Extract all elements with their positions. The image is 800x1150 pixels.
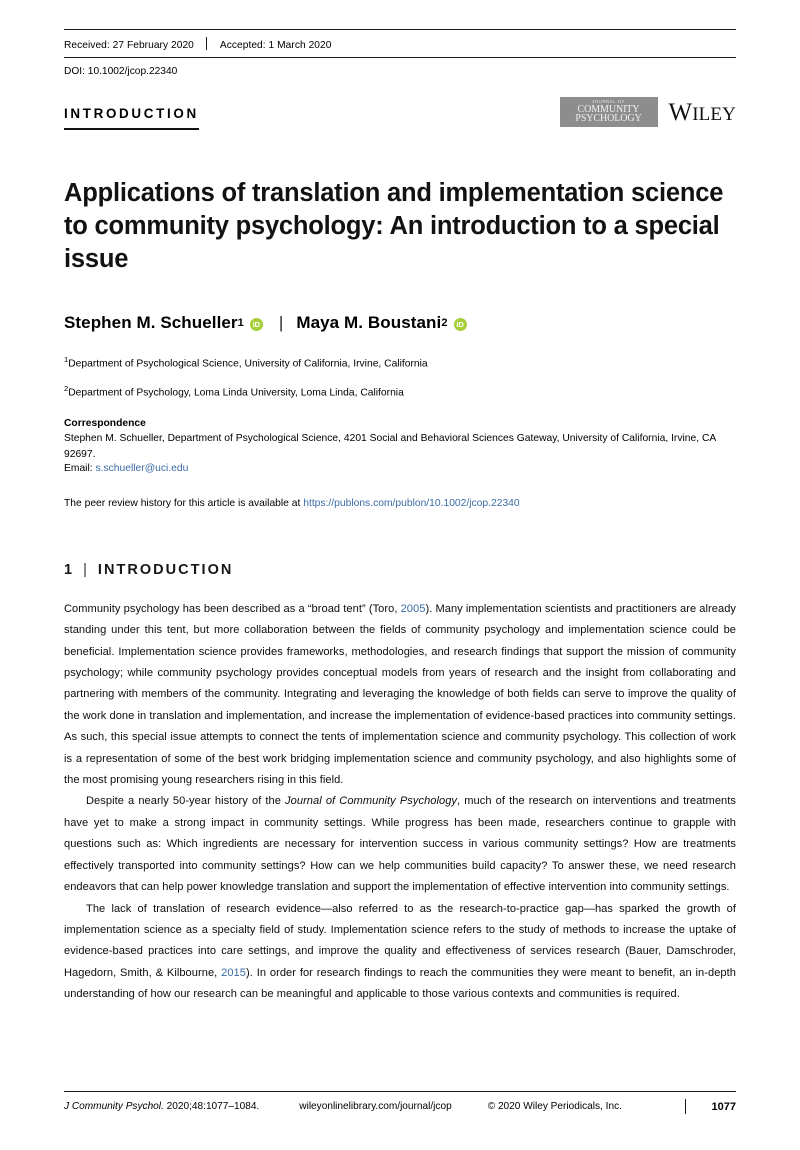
received-date: Received: 27 February 2020 xyxy=(64,40,194,51)
body-paragraph xyxy=(64,899,736,1006)
body-text-run: Community psychology has been described as a “broad tent” (Toro, xyxy=(64,602,401,615)
footer-url[interactable]: wileyonlinelibrary.com/journal/jcop xyxy=(299,1101,452,1112)
correspondence-email-line xyxy=(64,463,736,474)
footer-citation xyxy=(64,1101,259,1112)
affiliation-text: Department of Psychology, Loma Linda University, Loma Linda, California xyxy=(68,387,404,399)
body-text-run: ). Many implementation scientists and practitioners are already standing under this tent, but more collaboration between the fields of community psychology and implementation science could be beneficial. Implementation science provides frameworks, methodologies, and research findings that support the mission of community psychology; while community psychology provides conceptual models from years of research and the insight from collaborating and partnering with members of the community. Integrating and leveraging the knowledge of both fields can serve to improve the quality of the work done in translation and implementation, and increase the implementation of evidence-based practices into community settings. As such, this special issue attempts to connect the tents of implementation science and community psychology. This collection of work is a representation of some of the best work bridging implementation science and community psychology, and also highlights some of the most promising young researchers rising in this field. xyxy=(64,602,737,787)
accepted-date: Accepted: 1 March 2020 xyxy=(219,40,332,51)
affiliation-text: Department of Psychological Science, University of California, Irvine, California xyxy=(68,358,428,370)
journal-title-italic: Journal of Community Psychology xyxy=(285,795,458,808)
wiley-logo xyxy=(669,100,737,125)
body-text-run: The lack of translation of research evidence—also referred to as the research-to-practice gap—has sparked the growth of implementation science as a specialty field of study. Implementation science refers to the study of methods to increase the uptake of evidence-based practices into care settings, and improve the quality and effectiveness of services research (Bauer, Damschroder, Hagedorn, Smith, & Kilbourne, xyxy=(64,902,736,979)
body-text-run: Despite a nearly 50-year history of the xyxy=(86,795,286,808)
email-label: Email: xyxy=(64,463,93,475)
footer-journal-name: J Community Psychol. xyxy=(64,1101,164,1112)
section-number: 1 xyxy=(64,561,75,578)
article-type-label: INTRODUCTION xyxy=(64,107,199,130)
affiliation-marker: 1 xyxy=(64,355,69,365)
citation-link[interactable]: 2005 xyxy=(400,602,426,615)
footer-volume-pages: 2020;48:1077–1084. xyxy=(163,1101,260,1112)
dates-divider xyxy=(206,37,207,50)
journal-logo-line3: PSYCHOLOGY xyxy=(575,113,642,125)
footer-divider xyxy=(685,1099,686,1114)
correspondence-heading: Correspondence xyxy=(64,418,146,430)
author-affil-marker: 2 xyxy=(441,317,448,330)
author-name: Maya M. Boustani xyxy=(296,313,442,333)
body-text-run: ). In order for research findings to reach the communities they were meant to benefit, an in-depth understanding of how our research can be meaningful and applicable to those various contexts and communities is required. xyxy=(64,966,736,1001)
wiley-logo-initial: W xyxy=(668,98,693,126)
citation-link[interactable]: 2015 xyxy=(221,966,246,979)
email-link[interactable]: s.schueller@uci.edu xyxy=(95,463,189,475)
section-bar: | xyxy=(83,561,89,578)
page-footer xyxy=(64,1091,736,1114)
author-list xyxy=(64,313,736,333)
affiliation-marker: 2 xyxy=(64,383,69,393)
affiliation-item xyxy=(64,383,736,401)
peer-review-note xyxy=(64,496,736,511)
journal-logo-line2: COMMUNITY xyxy=(577,104,640,116)
brand-block xyxy=(560,97,737,130)
correspondence-address: Stephen M. Schueller, Department of Psychological Science, 4201 Social and Behavioral Sciences Gateway, University of California, Irvine, CA 92697. xyxy=(64,433,716,460)
orcid-icon[interactable]: iD xyxy=(454,318,467,331)
body-paragraph xyxy=(64,791,736,898)
footer-copyright: © 2020 Wiley Periodicals, Inc. xyxy=(487,1101,622,1112)
footer-row xyxy=(64,1092,736,1114)
article-body xyxy=(64,599,736,1006)
correspondence-block xyxy=(64,418,736,474)
doi-line: DOI: 10.1002/jcop.22340 xyxy=(64,66,178,77)
dates-row xyxy=(64,30,736,58)
author-name: Stephen M. Schueller xyxy=(64,313,238,333)
author-separator: | xyxy=(278,313,284,333)
section-heading xyxy=(64,562,736,578)
journal-logo xyxy=(560,97,658,127)
peer-review-link[interactable]: https://publons.com/publon/10.1002/jcop.22340 xyxy=(303,498,520,510)
section-title: INTRODUCTION xyxy=(97,561,234,578)
body-text-run: , much of the research on interventions and treatments have yet to make a strong impact in community settings. While progress has been made, researchers continue to grapple with questions such as: Which ingredients are necessary for intervention success in various community settings? How are treatments effectively transported into community settings? How can we help communities build capacity? To answer these, we need research endeavors that can help power knowledge translation and support the implementation of effective intervention into community settings. xyxy=(64,795,736,894)
page-title: Applications of translation and implementation science to community psychology: An introduction to a special issue xyxy=(64,179,724,274)
affiliation-item xyxy=(64,354,736,372)
affiliation-list xyxy=(64,354,736,401)
orcid-icon[interactable]: iD xyxy=(250,318,263,331)
author-affil-marker: 1 xyxy=(237,317,244,330)
footer-page-number: 1077 xyxy=(711,1100,736,1113)
wiley-logo-rest: ILEY xyxy=(692,103,736,125)
article-type-and-brand xyxy=(64,97,736,130)
body-paragraph xyxy=(64,599,736,792)
peer-review-text: The peer review history for this article is available at xyxy=(64,498,301,510)
journal-logo-line1: JOURNAL OF xyxy=(592,98,625,104)
